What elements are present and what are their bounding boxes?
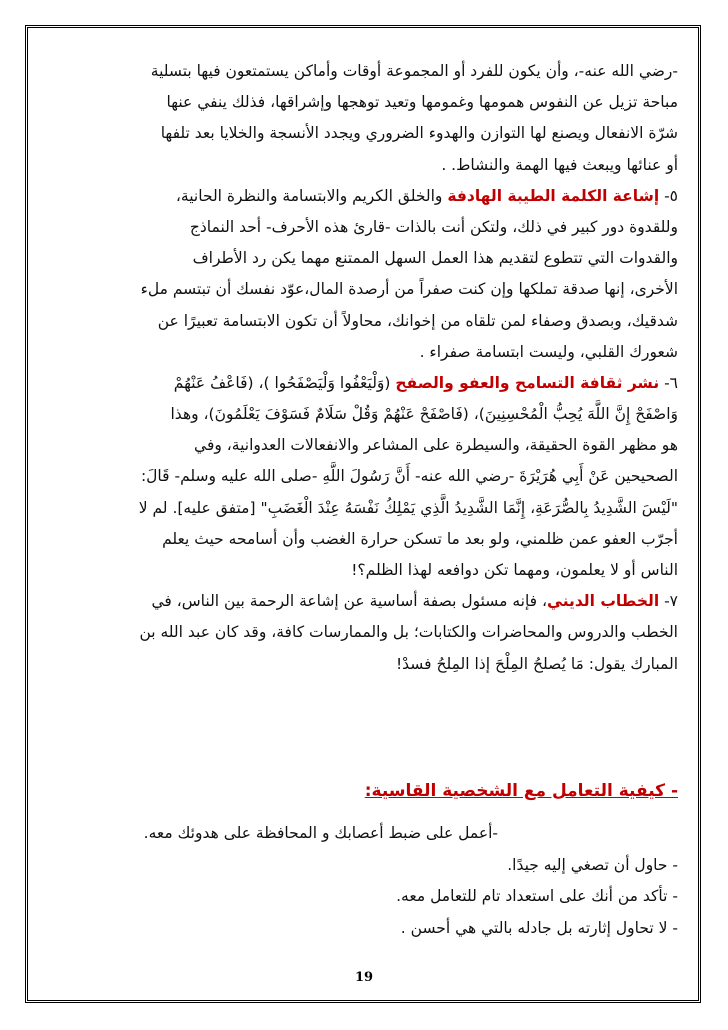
point5-number: ٥-: [659, 186, 678, 205]
text-line: أجرّب العفو عمن ظلمني، ولو بعد ما تسكن حرارة الغضب وأن أسامحه حيث يعلم: [162, 529, 678, 548]
point6-line: [50, 368, 678, 399]
tip-item: - تأكد من أنك على استعداد تام للتعامل معه.: [396, 887, 678, 905]
text-line: شعورك القلبي، وليست ابتسامة صفراء .: [419, 342, 678, 361]
tips-list: [50, 818, 678, 944]
text-line: "لَيْسَ الشَّدِيدُ بِالصُّرَعَةِ، إِنَّمَا الشَّدِيدُ الَّذِي يَمْلِكُ نَفْسَهُ عِنْدَ الْغَضَبِ" [متفق عليه]. لم لا: [138, 498, 678, 517]
point6-rest: (وَلْيَعْفُوا وَلْيَصْفَحُوا )، (فَاعْفُ عَنْهُمْ: [173, 373, 396, 392]
text-line: الأخرى، إنها صدقة تملكها وإن كنت صفراً من أرصدة المال،عوّد نفسك أن تبتسم ملء: [140, 280, 678, 299]
text-line: وَاصْفَحْ إِنَّ اللَّهَ يُحِبُّ الْمُحْسِنِينَ)، (فَاصْفَحْ عَنْهُمْ وَقُلْ سَلَامٌ فَسَوْفَ يَعْلَمُونَ)، وهذا: [170, 405, 678, 424]
point5-title: إشاعة الكلمة الطيبة الهادفة: [447, 186, 660, 205]
text-line: شرّة الانفعال ويصنع لها التوازن والهدوء الضروري ويجدد الأنسجة والخلايا بعد تلفها: [160, 124, 678, 143]
text-line: أو عنائها ويبعث فيها الهمة والنشاط. .: [441, 155, 678, 174]
text-line: هو مظهر القوة الحقيقة، والسيطرة على المشاعر والانفعالات العدوانية، وفي: [194, 436, 678, 455]
text-line: مباحة تزيل عن النفوس همومها وغمومها وتعيد توهجها وإشراقها، فذلك ينفي عنها: [166, 93, 678, 112]
tip-item: - لا تحاول إثارته بل جادله بالتي هي أحسن .: [400, 918, 678, 937]
point7-rest: ، فإنه مسئول بصفة أساسية عن إشاعة الرحمة بين الناس، في: [151, 592, 548, 611]
body-text: [50, 56, 678, 680]
text-line: المبارك يقول: مَا يُصلحُ المِلْحَ إذا المِلحُ فسدْ!: [395, 654, 678, 673]
point5-rest: والخلق الكريم والابتسامة والنظرة الحانية،: [175, 186, 448, 205]
point7-number: ٧-: [659, 592, 678, 611]
section-heading: - كيفية التعامل مع الشخصية القاسية:: [364, 781, 678, 801]
tip-item: -أعمل على ضبط أعصابك و المحافظة على هدوئك معه.: [143, 824, 498, 842]
point6-number: ٦-: [659, 373, 678, 392]
text-line: -رضي الله عنه-، وأن يكون للفرد أو المجموعة أوقات وأماكن يستمتعون فيها بتسلية: [150, 62, 678, 80]
text-line: والقدوات التي تتطوع لتقديم هذا العمل السهل الممتنع مهما يكن رد الأطراف: [192, 249, 678, 268]
page-number: 19: [354, 970, 374, 985]
point7-title: الخطاب الديني: [547, 592, 660, 611]
text-line: الناس أو لا يعلمون، ومهما تكن دوافعه لهذا الظلم؟!: [351, 561, 678, 579]
text-line: شدقيك، وبصدق وصفاء لمن تلقاه من إخوانك، محاولاً أن تكون الابتسامة تعبيرًا عن: [157, 311, 678, 330]
text-line: وللقدوة دور كبير في ذلك، ولتكن أنت بالذات -قارئ هذه الأحرف- أحد النماذج: [189, 217, 678, 236]
text-line: الصحيحين عَنْ أَبِي هُرَيْرَةَ -رضي الله عنه- أَنَّ رَسُولَ اللَّهِ -صلى الله عليه وسلم- قَالَ:: [140, 467, 678, 486]
point5-line: [50, 181, 678, 212]
point6-title: نشر ثقافة التسامح والعفو والصفح: [395, 373, 660, 392]
point7-line: [50, 586, 678, 617]
tip-item: - حاول أن تصغي إليه جيدًا.: [507, 855, 678, 874]
text-line: الخطب والدروس والمحاضرات والكتابات؛ بل والممارسات كافة، وقد كان عبد الله بن: [139, 623, 678, 642]
